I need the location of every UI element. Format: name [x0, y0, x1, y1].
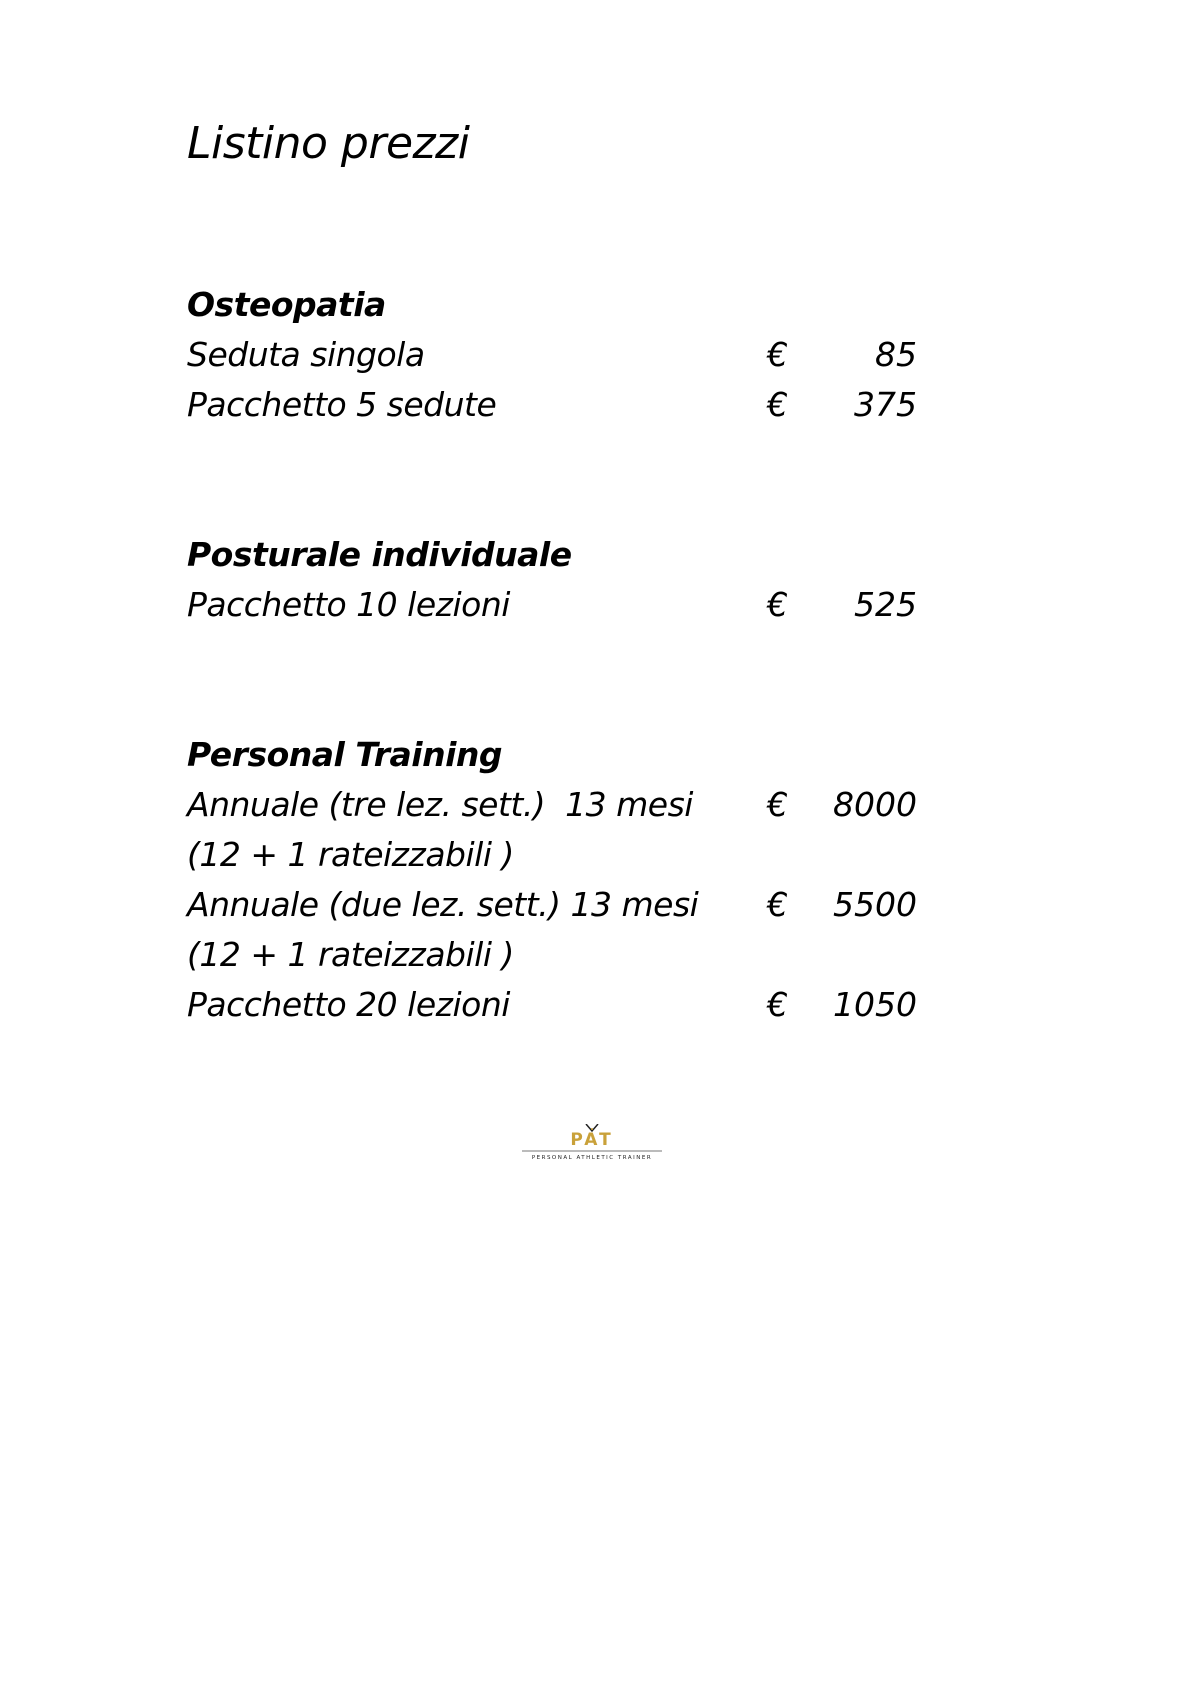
- currency-symbol: €: [767, 985, 788, 1024]
- price-row: [187, 880, 927, 930]
- item-note: (12 + 1 rateizzabili ): [187, 835, 514, 874]
- item-price: 85: [875, 335, 917, 374]
- price-row-note: [187, 930, 927, 980]
- logo-mark: PAT: [570, 1130, 614, 1150]
- item-price: 1050: [833, 985, 917, 1024]
- item-label: Pacchetto 10 lezioni: [187, 585, 510, 624]
- item-price: 8000: [833, 785, 917, 824]
- section-heading: Osteopatia: [187, 285, 386, 324]
- item-note: (12 + 1 rateizzabili ): [187, 935, 514, 974]
- currency-symbol: €: [767, 335, 788, 374]
- price-row: [187, 330, 927, 380]
- item-label: Pacchetto 20 lezioni: [187, 985, 510, 1024]
- section-osteopatia: [187, 280, 927, 430]
- section-heading: Posturale individuale: [187, 535, 572, 574]
- price-row: [187, 380, 927, 430]
- section-heading: Personal Training: [187, 735, 502, 774]
- item-price: 525: [854, 585, 917, 624]
- item-label: Pacchetto 5 sedute: [187, 385, 497, 424]
- section-posturale-individuale: [187, 530, 927, 630]
- logo-tagline: PERSONAL ATHLETIC TRAINER: [531, 1155, 653, 1161]
- item-price: 375: [854, 385, 917, 424]
- price-row-note: [187, 830, 927, 880]
- logo: [512, 1124, 672, 1164]
- item-label: Annuale (tre lez. sett.) 13 mesi: [187, 785, 693, 824]
- currency-symbol: €: [767, 585, 788, 624]
- logo-divider: [522, 1150, 662, 1152]
- price-row: [187, 980, 927, 1030]
- currency-symbol: €: [767, 385, 788, 424]
- currency-symbol: €: [767, 785, 788, 824]
- item-label: Annuale (due lez. sett.) 13 mesi: [187, 885, 699, 924]
- currency-symbol: €: [767, 885, 788, 924]
- price-row: [187, 580, 927, 630]
- section-personal-training: [187, 730, 927, 1030]
- price-row: [187, 780, 927, 830]
- item-price: 5500: [833, 885, 917, 924]
- item-label: Seduta singola: [187, 335, 425, 374]
- page-title: Listino prezzi: [187, 118, 470, 169]
